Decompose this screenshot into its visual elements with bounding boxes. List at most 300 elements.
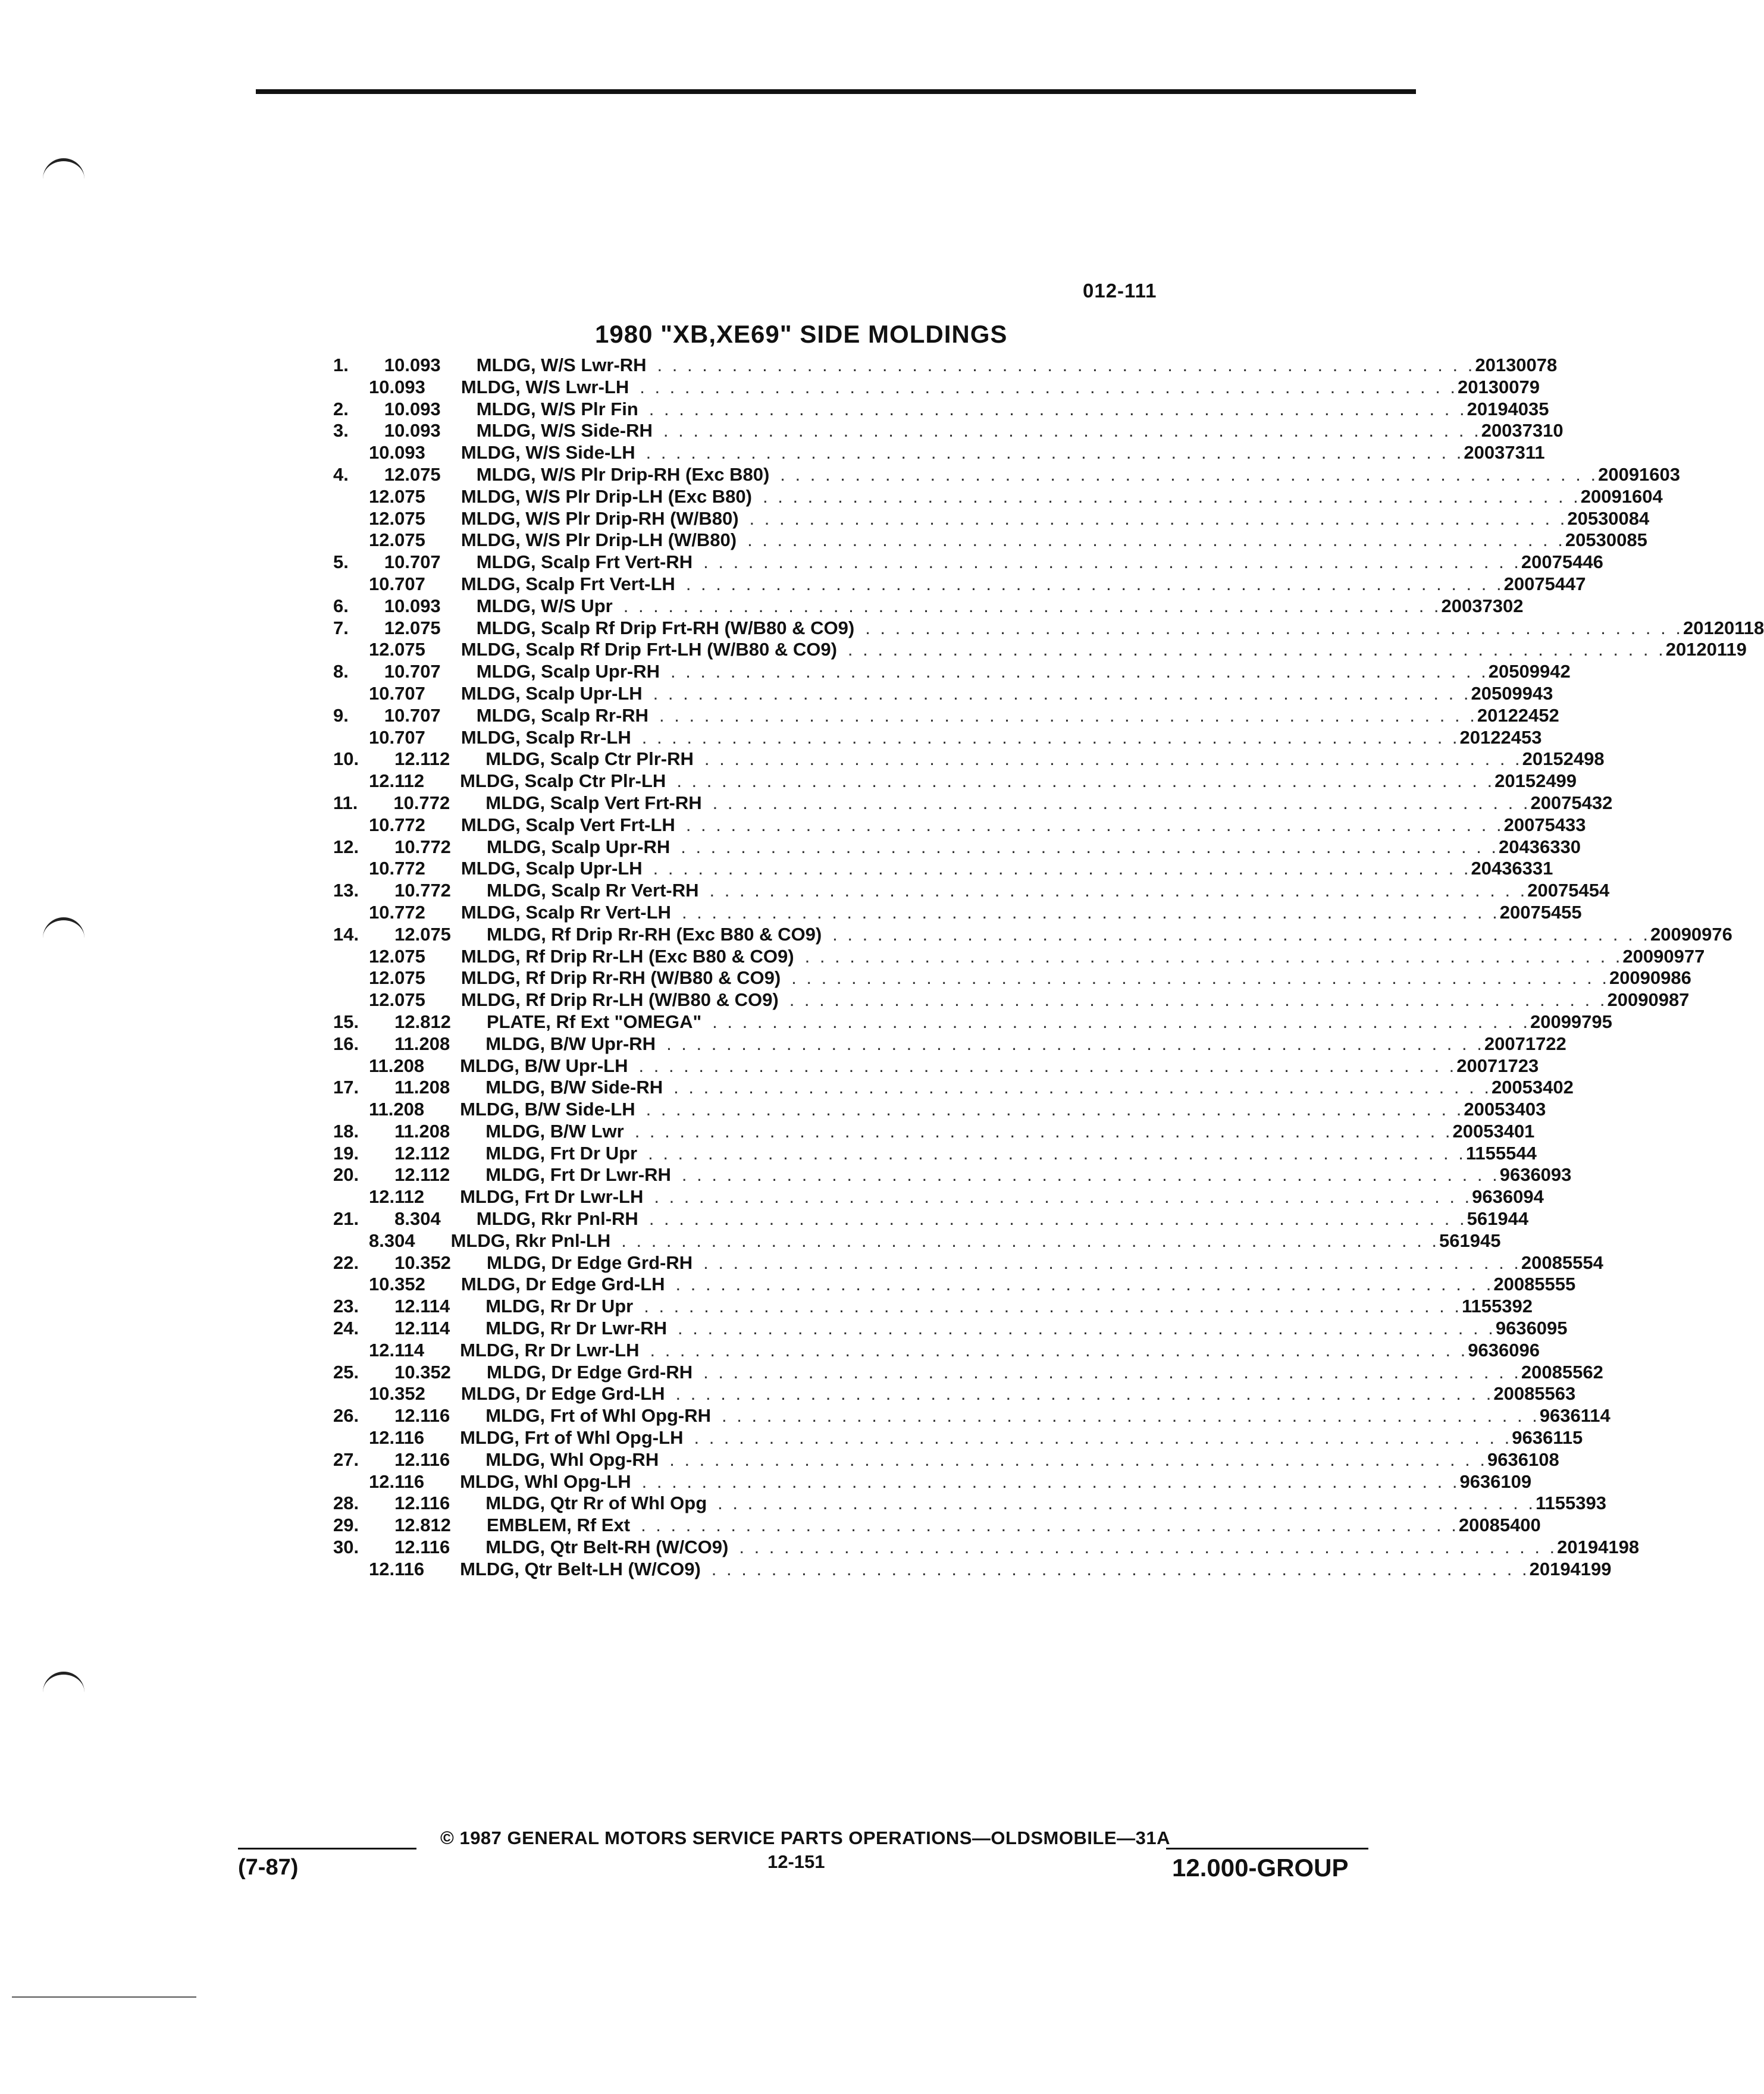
ref-number: 11. xyxy=(333,792,358,813)
page-id: 012-111 xyxy=(1083,280,1157,302)
part-description-cell xyxy=(487,880,1527,902)
part-number: 20053402 xyxy=(1491,1077,1574,1098)
group-number: 10.707 xyxy=(384,551,441,573)
list-item xyxy=(333,529,1647,551)
dot-leader: . . . . . . . . . . . . . . . . . . . . . . . . . . . . . . . . . . . . . . . . . . . . . . . . . . . . . . . xyxy=(694,1427,1512,1449)
group-number: 10.093 xyxy=(384,355,441,375)
binder-hole-mark xyxy=(43,1672,84,1692)
part-description: MLDG, Scalp Rr Vert-LH xyxy=(460,901,671,923)
group-number: 10.352 xyxy=(394,1252,451,1273)
top-rule xyxy=(256,89,1416,94)
group-number: 12.116 xyxy=(369,1558,425,1579)
list-item xyxy=(333,1515,1541,1537)
list-item xyxy=(333,1252,1603,1274)
group-number: 12.116 xyxy=(394,1493,450,1514)
group-number: 12.116 xyxy=(394,1405,450,1427)
ref-number: 10. xyxy=(333,748,359,770)
list-item xyxy=(333,1405,1611,1427)
part-number: 20530084 xyxy=(1567,507,1650,529)
part-number: 9636108 xyxy=(1487,1449,1559,1470)
list-item xyxy=(333,573,1586,595)
part-description: MLDG, Rkr Pnl-RH xyxy=(476,1208,638,1230)
dot-leader: . . . . . . . . . . . . . . . . . . . . . . . . . . . . . . . . . . . . . . . . . . . . . . . . . . . . . . . xyxy=(663,420,1481,441)
list-item xyxy=(333,1077,1574,1099)
part-description: MLDG, Scalp Rf Drip Frt-RH (W/B80 & CO9) xyxy=(476,617,855,638)
dot-leader: . . . . . . . . . . . . . . . . . . . . . . . . . . . . . . . . . . . . . . . . . . . . . . . . . . . . . . . xyxy=(703,1361,1521,1383)
binder-hole-mark xyxy=(43,158,84,179)
part-description-cell xyxy=(477,705,1477,727)
ref-number: 2. xyxy=(333,398,349,419)
part-description: EMBLEM, Rf Ext xyxy=(486,1515,631,1536)
list-item xyxy=(333,639,1747,661)
ref-number: 22. xyxy=(333,1252,359,1273)
dot-leader: . . . . . . . . . . . . . . . . . . . . . . . . . . . . . . . . . . . . . . . . . . . . . . . . . . . . . . . xyxy=(675,1383,1494,1405)
dot-leader: . . . . . . . . . . . . . . . . . . . . . . . . . . . . . . . . . . . . . . . . . . . . . . . . . . . . . . . xyxy=(675,1274,1494,1295)
dot-leader: . . . . . . . . . . . . . . . . . . . . . . . . . . . . . . . . . . . . . . . . . . . . . . . . . . . . . . . xyxy=(653,682,1471,704)
dot-leader: . . . . . . . . . . . . . . . . . . . . . . . . . . . . . . . . . . . . . . . . . . . . . . . . . . . . . . . xyxy=(739,1537,1558,1558)
part-number: 9636095 xyxy=(1495,1318,1568,1339)
dot-leader: . . . . . . . . . . . . . . . . . . . . . . . . . . . . . . . . . . . . . . . . . . . . . . . . . . . . . . . xyxy=(711,1558,1530,1579)
part-description: MLDG, Scalp Vert Frt-LH xyxy=(460,814,675,835)
part-description: MLDG, Qtr Rr of Whl Opg xyxy=(485,1493,707,1514)
part-number: 20122452 xyxy=(1477,704,1559,726)
list-item xyxy=(333,1449,1559,1471)
part-description-cell xyxy=(460,1427,1512,1449)
group-number: 12.075 xyxy=(384,617,441,638)
parts-list xyxy=(333,355,1764,1581)
group-number: 10.772 xyxy=(369,814,425,835)
part-description-cell xyxy=(461,486,1581,508)
list-item xyxy=(333,1142,1537,1165)
group-number: 8.304 xyxy=(394,1208,441,1230)
part-number: 20120119 xyxy=(1665,639,1747,660)
binder-hole-mark xyxy=(43,917,84,938)
list-item xyxy=(333,1186,1544,1208)
group-number: 10.093 xyxy=(384,420,441,441)
part-description: MLDG, Scalp Rr Vert-RH xyxy=(486,880,699,901)
ref-number: 1. xyxy=(333,355,349,375)
part-description: MLDG, Frt Dr Lwr-RH xyxy=(485,1164,671,1186)
dot-leader: . . . . . . . . . . . . . . . . . . . . . . . . . . . . . . . . . . . . . . . . . . . . . . . . . . . . . . . xyxy=(669,1449,1488,1470)
part-description: MLDG, Whl Opg-LH xyxy=(460,1471,631,1492)
ref-number: 21. xyxy=(333,1208,359,1230)
part-description-cell xyxy=(477,1208,1467,1230)
list-item xyxy=(333,1164,1572,1186)
part-number: 20075447 xyxy=(1503,573,1586,594)
ref-number: 17. xyxy=(333,1077,359,1098)
part-number: 20122453 xyxy=(1459,726,1542,748)
part-number: 20509943 xyxy=(1471,682,1553,704)
group-number: 10.352 xyxy=(369,1383,425,1405)
group-number: 10.707 xyxy=(369,682,425,704)
group-number: 12.112 xyxy=(369,1186,425,1208)
part-description-cell xyxy=(485,748,1522,770)
part-description: MLDG, Scalp Frt Vert-LH xyxy=(460,573,675,594)
part-number: 20130079 xyxy=(1458,376,1540,397)
group-number: 11.208 xyxy=(369,1099,425,1120)
part-description: MLDG, W/S Plr Drip-LH (W/B80) xyxy=(460,529,737,551)
part-number: 20090987 xyxy=(1607,989,1690,1011)
part-description-cell xyxy=(477,551,1521,573)
footer-group: 12.000-GROUP xyxy=(1172,1854,1349,1882)
dot-leader: . . . . . . . . . . . . . . . . . . . . . . . . . . . . . . . . . . . . . . . . . . . . . . . . . . . . . . . xyxy=(634,1120,1453,1142)
dot-leader: . . . . . . . . . . . . . . . . . . . . . . . . . . . . . . . . . . . . . . . . . . . . . . . . . . . . . . . xyxy=(648,1142,1466,1164)
part-number: 20090986 xyxy=(1609,967,1691,989)
group-number: 12.075 xyxy=(369,639,425,660)
part-description: MLDG, Frt of Whl Opg-LH xyxy=(460,1427,684,1449)
part-number: 20075455 xyxy=(1499,901,1582,923)
list-item xyxy=(333,901,1582,924)
part-description: MLDG, Scalp Upr-LH xyxy=(460,682,643,704)
dot-leader: . . . . . . . . . . . . . . . . . . . . . . . . . . . . . . . . . . . . . . . . . . . . . . . . . . . . . . . xyxy=(654,1186,1472,1208)
part-description: MLDG, Scalp Frt Vert-RH xyxy=(476,551,693,573)
dot-leader: . . . . . . . . . . . . . . . . . . . . . . . . . . . . . . . . . . . . . . . . . . . . . . . . . . . . . . . xyxy=(703,1252,1521,1273)
part-number: 20071722 xyxy=(1484,1033,1566,1054)
part-number: 20085554 xyxy=(1521,1252,1603,1273)
part-description-cell xyxy=(460,1055,1456,1077)
dot-leader: . . . . . . . . . . . . . . . . . . . . . . . . . . . . . . . . . . . . . . . . . . . . . . . . . . . . . . . xyxy=(789,989,1608,1011)
part-description-cell xyxy=(460,1471,1459,1493)
group-number: 10.093 xyxy=(369,376,425,397)
dot-leader: . . . . . . . . . . . . . . . . . . . . . . . . . . . . . . . . . . . . . . . . . . . . . . . . . . . . . . . xyxy=(623,595,1442,616)
part-description-cell xyxy=(461,1383,1494,1405)
group-number: 10.772 xyxy=(369,858,425,879)
ref-number: 29. xyxy=(333,1515,359,1536)
part-description-cell xyxy=(485,792,1530,814)
group-number: 11.208 xyxy=(394,1077,450,1098)
part-description-cell xyxy=(487,836,1499,858)
dot-leader: . . . . . . . . . . . . . . . . . . . . . . . . . . . . . . . . . . . . . . . . . . . . . . . . . . . . . . . xyxy=(650,1339,1468,1361)
list-item xyxy=(333,1120,1535,1143)
ref-number: 20. xyxy=(333,1164,359,1186)
page-title: 1980 "XB,XE69" SIDE MOLDINGS xyxy=(595,320,1008,348)
part-description-cell xyxy=(461,727,1460,749)
dot-leader: . . . . . . . . . . . . . . . . . . . . . . . . . . . . . . . . . . . . . . . . . . . . . . . . . . . . . . . xyxy=(621,1230,1440,1251)
list-item xyxy=(333,1493,1606,1515)
part-number: 20120118 xyxy=(1683,617,1764,638)
ref-number: 30. xyxy=(333,1537,359,1558)
list-item xyxy=(333,485,1663,508)
list-item xyxy=(333,945,1705,968)
part-number: 20090977 xyxy=(1622,945,1705,967)
part-description: MLDG, W/S Plr Drip-LH (Exc B80) xyxy=(460,485,752,507)
list-item xyxy=(333,989,1690,1011)
part-description-cell xyxy=(487,1252,1521,1274)
dot-leader: . . . . . . . . . . . . . . . . . . . . . . . . . . . . . . . . . . . . . . . . . . . . . . . . . . . . . . . xyxy=(673,1077,1492,1098)
part-description: MLDG, W/S Plr Drip-RH (W/B80) xyxy=(460,507,739,529)
list-item xyxy=(333,858,1553,880)
part-description: MLDG, Rr Dr Lwr-LH xyxy=(460,1339,640,1361)
part-number: 20085555 xyxy=(1493,1274,1576,1295)
group-number: 8.304 xyxy=(369,1230,415,1251)
list-item xyxy=(333,1011,1612,1033)
group-number: 10.707 xyxy=(384,704,441,726)
group-number: 10.707 xyxy=(369,573,425,594)
part-description: PLATE, Rf Ext "OMEGA" xyxy=(486,1011,702,1032)
dot-leader: . . . . . . . . . . . . . . . . . . . . . . . . . . . . . . . . . . . . . . . . . . . . . . . . . . . . . . . xyxy=(681,836,1499,857)
list-item xyxy=(333,661,1571,683)
part-description-cell xyxy=(477,355,1475,377)
ref-number: 18. xyxy=(333,1120,359,1142)
part-description-cell xyxy=(477,661,1489,683)
dot-leader: . . . . . . . . . . . . . . . . . . . . . . . . . . . . . . . . . . . . . . . . . . . . . . . . . . . . . . . xyxy=(646,442,1464,463)
part-number: 20530085 xyxy=(1565,529,1647,551)
group-number: 10.707 xyxy=(384,661,441,682)
part-description: MLDG, Rf Drip Rr-LH (Exc B80 & CO9) xyxy=(460,945,794,967)
part-description: MLDG, W/S Side-LH xyxy=(460,442,635,463)
part-number: 20091604 xyxy=(1580,485,1663,507)
part-description: MLDG, Dr Edge Grd-LH xyxy=(460,1383,665,1405)
list-item xyxy=(333,836,1581,858)
list-item xyxy=(333,748,1605,770)
ref-number: 9. xyxy=(333,704,349,726)
part-description-cell xyxy=(485,1164,1500,1186)
part-number: 561944 xyxy=(1467,1208,1529,1230)
group-number: 12.812 xyxy=(394,1515,451,1536)
part-description: MLDG, Scalp Upr-RH xyxy=(486,836,670,857)
group-number: 10.772 xyxy=(394,836,451,857)
dot-leader: . . . . . . . . . . . . . . . . . . . . . . . . . . . . . . . . . . . . . . . . . . . . . . . . . . . . . . . xyxy=(722,1405,1540,1427)
footer-rule xyxy=(238,1848,416,1850)
group-number: 10.093 xyxy=(384,595,441,616)
dot-leader: . . . . . . . . . . . . . . . . . . . . . . . . . . . . . . . . . . . . . . . . . . . . . . . . . . . . . . . xyxy=(670,661,1489,682)
ref-number: 7. xyxy=(333,617,349,638)
part-description: MLDG, Scalp Rf Drip Frt-LH (W/B80 & CO9) xyxy=(460,639,837,660)
dot-leader: . . . . . . . . . . . . . . . . . . . . . . . . . . . . . . . . . . . . . . . . . . . . . . . . . . . . . . . xyxy=(763,485,1581,507)
footer-page-number: 12-151 xyxy=(767,1851,825,1872)
dot-leader: . . . . . . . . . . . . . . . . . . . . . . . . . . . . . . . . . . . . . . . . . . . . . . . . . . . . . . . xyxy=(657,355,1475,375)
part-description-cell xyxy=(460,1340,1468,1362)
part-description: MLDG, Rf Drip Rr-RH (Exc B80 & CO9) xyxy=(486,923,822,945)
part-number: 561945 xyxy=(1439,1230,1501,1251)
part-number: 20085400 xyxy=(1458,1515,1541,1536)
part-description: MLDG, Scalp Rr-LH xyxy=(460,726,631,748)
group-number: 10.093 xyxy=(369,442,425,463)
dot-leader: . . . . . . . . . . . . . . . . . . . . . . . . . . . . . . . . . . . . . . . . . . . . . . . . . . . . . . . xyxy=(648,398,1467,419)
part-description-cell xyxy=(461,989,1608,1011)
part-description-cell xyxy=(485,1537,1557,1559)
part-description-cell xyxy=(487,1515,1459,1537)
dot-leader: . . . . . . . . . . . . . . . . . . . . . . . . . . . . . . . . . . . . . . . . . . . . . . . . . . . . . . . xyxy=(832,923,1650,945)
list-item xyxy=(333,967,1691,989)
list-item xyxy=(333,420,1564,442)
group-number: 12.075 xyxy=(394,923,451,945)
part-description-cell xyxy=(485,1449,1487,1471)
part-description-cell xyxy=(461,683,1471,705)
part-number: 9636109 xyxy=(1459,1471,1532,1492)
part-description-cell xyxy=(461,529,1565,551)
part-description: MLDG, Rf Drip Rr-LH (W/B80 & CO9) xyxy=(460,989,779,1011)
list-item xyxy=(333,1383,1576,1405)
group-number: 10.772 xyxy=(393,792,450,813)
list-item xyxy=(333,1558,1612,1581)
dot-leader: . . . . . . . . . . . . . . . . . . . . . . . . . . . . . . . . . . . . . . . . . . . . . . . . . . . . . . . xyxy=(847,639,1666,660)
part-number: 20194199 xyxy=(1529,1558,1612,1579)
part-description: MLDG, B/W Upr-LH xyxy=(460,1055,628,1076)
part-description-cell xyxy=(485,1318,1496,1340)
list-item xyxy=(333,507,1650,530)
group-number: 12.075 xyxy=(369,485,425,507)
part-number: 20053401 xyxy=(1452,1120,1535,1142)
dot-leader: . . . . . . . . . . . . . . . . . . . . . . . . . . . . . . . . . . . . . . . . . . . . . . . . . . . . . . . xyxy=(712,792,1531,813)
ref-number: 23. xyxy=(333,1296,359,1317)
part-description: MLDG, Scalp Upr-RH xyxy=(476,661,660,682)
ref-number: 19. xyxy=(333,1142,359,1164)
dot-leader: . . . . . . . . . . . . . . . . . . . . . . . . . . . . . . . . . . . . . . . . . . . . . . . . . . . . . . . xyxy=(641,1471,1460,1492)
ref-number: 24. xyxy=(333,1318,359,1339)
part-description: MLDG, Scalp Ctr Plr-RH xyxy=(485,748,694,770)
part-description: MLDG, Qtr Belt-LH (W/CO9) xyxy=(460,1558,701,1579)
footer-rule xyxy=(1166,1848,1368,1850)
dot-leader: . . . . . . . . . . . . . . . . . . . . . . . . . . . . . . . . . . . . . . . . . . . . . . . . . . . . . . . xyxy=(704,748,1522,770)
dot-leader: . . . . . . . . . . . . . . . . . . . . . . . . . . . . . . . . . . . . . . . . . . . . . . . . . . . . . . . xyxy=(641,1515,1459,1536)
list-item xyxy=(333,1361,1603,1384)
part-description-cell xyxy=(477,464,1598,486)
part-description: MLDG, Scalp Vert Frt-RH xyxy=(485,792,702,813)
divider xyxy=(12,1996,196,1998)
part-number: 20085562 xyxy=(1521,1361,1603,1383)
part-description: MLDG, B/W Side-RH xyxy=(485,1077,663,1098)
part-number: 1155393 xyxy=(1535,1493,1606,1514)
dot-leader: . . . . . . . . . . . . . . . . . . . . . . . . . . . . . . . . . . . . . . . . . . . . . . . . . . . . . . . xyxy=(685,814,1504,835)
list-item xyxy=(333,1318,1568,1340)
dot-leader: . . . . . . . . . . . . . . . . . . . . . . . . . . . . . . . . . . . . . . . . . . . . . . . . . . . . . . . xyxy=(703,551,1521,573)
part-description-cell xyxy=(485,1121,1452,1143)
part-description: MLDG, W/S Side-RH xyxy=(476,420,653,441)
part-number: 20090976 xyxy=(1650,923,1732,945)
list-item xyxy=(333,551,1603,573)
list-item xyxy=(333,792,1613,814)
dot-leader: . . . . . . . . . . . . . . . . . . . . . . . . . . . . . . . . . . . . . . . . . . . . . . . . . . . . . . . xyxy=(641,726,1460,748)
list-item xyxy=(333,398,1549,421)
group-number: 12.075 xyxy=(384,463,441,485)
part-description: MLDG, Frt of Whl Opg-RH xyxy=(485,1405,712,1427)
list-item xyxy=(333,442,1545,464)
group-number: 12.114 xyxy=(369,1339,425,1361)
list-item xyxy=(333,682,1553,705)
part-number: 20053403 xyxy=(1464,1099,1546,1120)
part-number: 20037302 xyxy=(1441,595,1524,616)
group-number: 12.116 xyxy=(394,1449,450,1470)
part-description-cell xyxy=(485,1296,1462,1318)
part-description-cell xyxy=(460,1559,1529,1581)
part-description-cell xyxy=(461,573,1504,595)
group-number: 10.093 xyxy=(384,398,441,419)
part-description: MLDG, Rkr Pnl-LH xyxy=(450,1230,611,1251)
part-number: 20130078 xyxy=(1475,355,1558,375)
group-number: 12.075 xyxy=(369,967,425,989)
part-number: 20075432 xyxy=(1530,792,1613,813)
part-description-cell xyxy=(461,508,1568,530)
ref-number: 28. xyxy=(333,1493,359,1514)
part-description-cell xyxy=(485,1493,1536,1515)
ref-number: 6. xyxy=(333,595,349,616)
part-description: MLDG, Whl Opg-RH xyxy=(485,1449,659,1470)
part-description-cell xyxy=(477,399,1467,421)
group-number: 12.075 xyxy=(369,529,425,551)
list-item xyxy=(333,1033,1566,1055)
group-number: 10.352 xyxy=(394,1361,451,1383)
part-description: MLDG, Scalp Upr-LH xyxy=(460,858,643,879)
ref-number: 13. xyxy=(333,880,359,901)
list-item xyxy=(333,1427,1583,1449)
list-item xyxy=(333,923,1732,946)
part-number: 20037310 xyxy=(1481,420,1564,441)
part-description: MLDG, B/W Side-LH xyxy=(460,1099,635,1120)
dot-leader: . . . . . . . . . . . . . . . . . . . . . . . . . . . . . . . . . . . . . . . . . . . . . . . . . . . . . . . xyxy=(712,1011,1530,1032)
group-number: 12.112 xyxy=(394,748,450,770)
part-description-cell xyxy=(477,595,1442,617)
part-description: MLDG, Rf Drip Rr-RH (W/B80 & CO9) xyxy=(460,967,781,989)
part-number: 20152498 xyxy=(1522,748,1605,770)
part-description-cell xyxy=(461,814,1504,836)
part-description-cell xyxy=(477,617,1683,640)
dot-leader: . . . . . . . . . . . . . . . . . . . . . . . . . . . . . . . . . . . . . . . . . . . . . . . . . . . . . . . xyxy=(747,529,1565,551)
part-number: 20071723 xyxy=(1456,1055,1539,1076)
dot-leader: . . . . . . . . . . . . . . . . . . . . . . . . . . . . . . . . . . . . . . . . . . . . . . . . . . . . . . . xyxy=(717,1493,1536,1514)
part-description-cell xyxy=(461,902,1500,924)
dot-leader: . . . . . . . . . . . . . . . . . . . . . . . . . . . . . . . . . . . . . . . . . . . . . . . . . . . . . . . xyxy=(685,573,1504,594)
list-item xyxy=(333,1296,1533,1318)
dot-leader: . . . . . . . . . . . . . . . . . . . . . . . . . . . . . . . . . . . . . . . . . . . . . . . . . . . . . . . xyxy=(681,1164,1500,1186)
dot-leader: . . . . . . . . . . . . . . . . . . . . . . . . . . . . . . . . . . . . . . . . . . . . . . . . . . . . . . . xyxy=(749,507,1568,529)
group-number: 12.112 xyxy=(394,1142,450,1164)
part-number: 20075446 xyxy=(1521,551,1603,573)
part-description-cell xyxy=(487,1011,1530,1033)
group-number: 12.075 xyxy=(369,507,425,529)
dot-leader: . . . . . . . . . . . . . . . . . . . . . . . . . . . . . . . . . . . . . . . . . . . . . . . . . . . . . . . xyxy=(709,880,1528,901)
list-item xyxy=(333,814,1586,836)
part-description-cell xyxy=(477,420,1481,442)
part-number: 9636096 xyxy=(1468,1339,1540,1361)
ref-number: 25. xyxy=(333,1361,359,1383)
group-number: 10.352 xyxy=(369,1274,425,1295)
list-item xyxy=(333,1099,1546,1121)
list-item xyxy=(333,704,1559,727)
part-description-cell xyxy=(461,377,1458,399)
group-number: 10.707 xyxy=(369,726,425,748)
group-number: 12.075 xyxy=(369,989,425,1011)
ref-number: 14. xyxy=(333,923,359,945)
dot-leader: . . . . . . . . . . . . . . . . . . . . . . . . . . . . . . . . . . . . . . . . . . . . . . . . . . . . . . . xyxy=(653,858,1471,879)
dot-leader: . . . . . . . . . . . . . . . . . . . . . . . . . . . . . . . . . . . . . . . . . . . . . . . . . . . . . . . xyxy=(640,376,1458,397)
ref-number: 16. xyxy=(333,1033,359,1054)
part-description-cell xyxy=(461,946,1623,968)
part-number: 9636115 xyxy=(1512,1427,1583,1449)
part-description-cell xyxy=(460,1099,1464,1121)
ref-number: 5. xyxy=(333,551,349,573)
group-number: 11.208 xyxy=(394,1033,450,1054)
part-description: MLDG, Frt Dr Upr xyxy=(485,1142,638,1164)
part-description: MLDG, W/S Plr Drip-RH (Exc B80) xyxy=(476,463,770,485)
part-description-cell xyxy=(461,639,1666,661)
list-item xyxy=(333,1339,1540,1362)
part-description: MLDG, B/W Lwr xyxy=(485,1120,624,1142)
part-number: 20099795 xyxy=(1530,1011,1612,1032)
group-number: 10.772 xyxy=(369,901,425,923)
part-description-cell xyxy=(485,1143,1466,1165)
part-number: 20085563 xyxy=(1493,1383,1576,1405)
group-number: 12.114 xyxy=(394,1318,450,1339)
list-item xyxy=(333,355,1558,377)
part-number: 9636094 xyxy=(1472,1186,1544,1208)
part-description: MLDG, Dr Edge Grd-RH xyxy=(486,1252,693,1273)
group-number: 12.075 xyxy=(369,945,425,967)
dot-leader: . . . . . . . . . . . . . . . . . . . . . . . . . . . . . . . . . . . . . . . . . . . . . . . . . . . . . . . xyxy=(646,1099,1464,1120)
dot-leader: . . . . . . . . . . . . . . . . . . . . . . . . . . . . . . . . . . . . . . . . . . . . . . . . . . . . . . . xyxy=(678,1318,1496,1339)
part-description-cell xyxy=(461,1274,1494,1296)
list-item xyxy=(333,726,1542,749)
